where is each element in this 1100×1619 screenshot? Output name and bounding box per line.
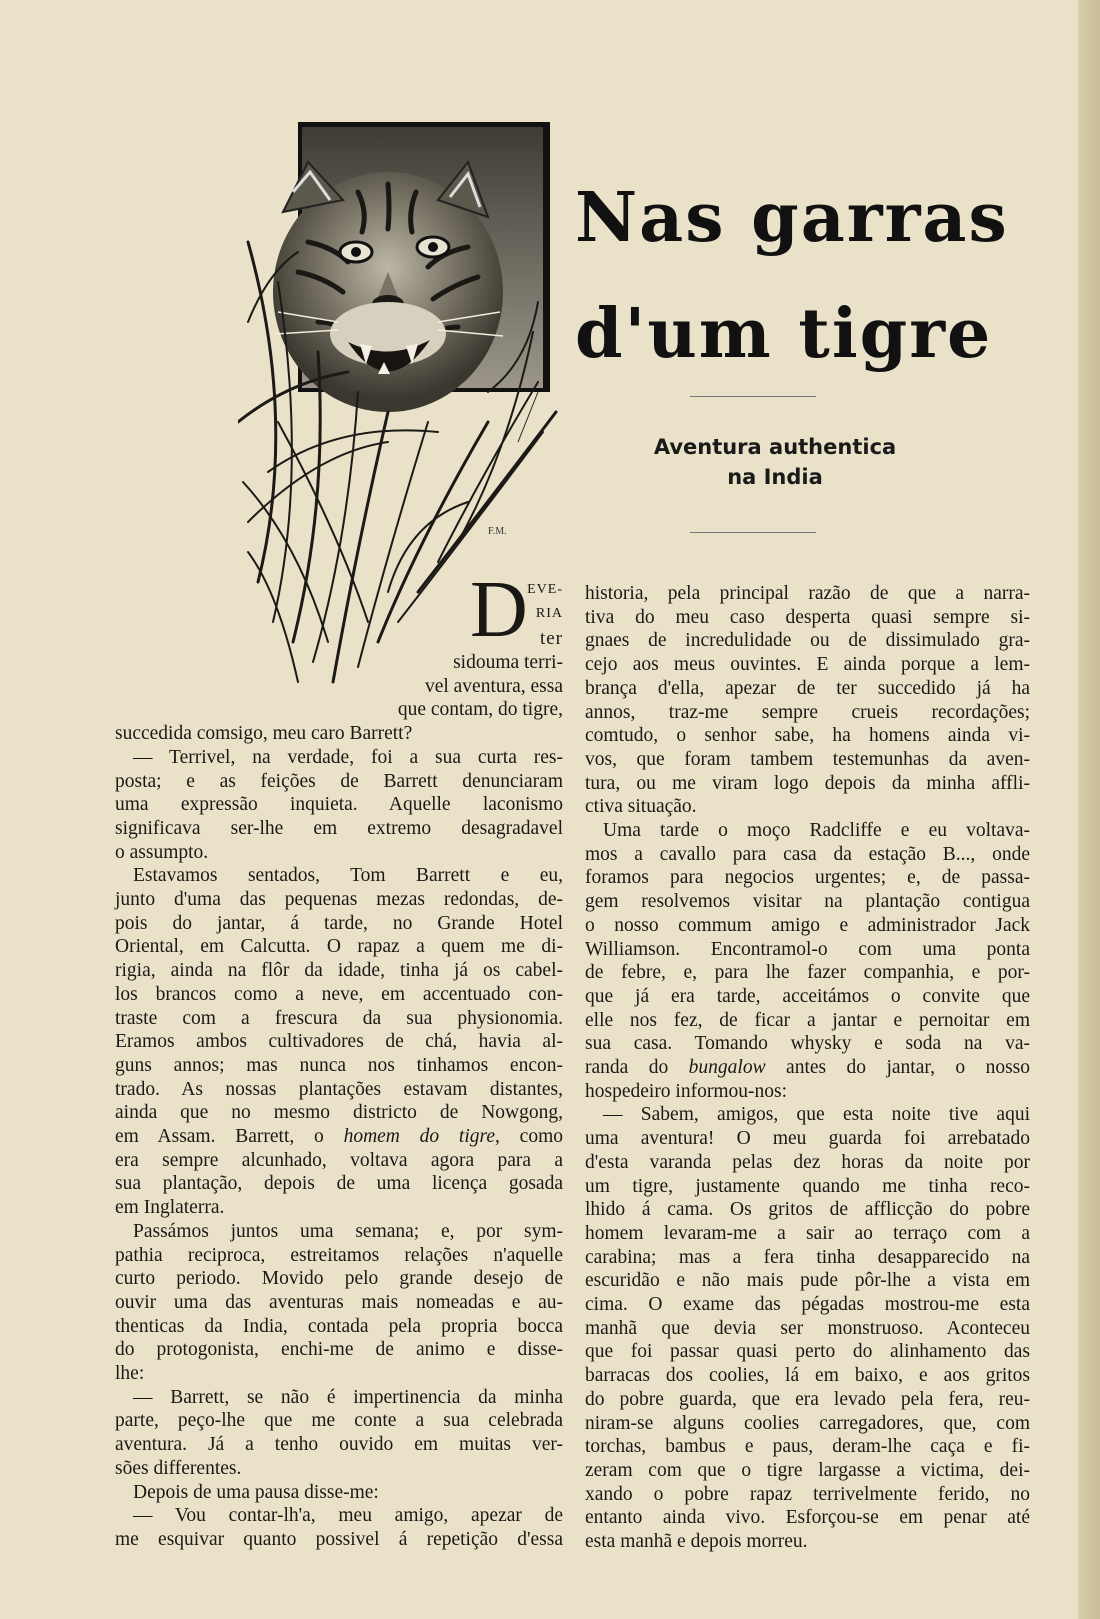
text-line: o assumpto. [115, 841, 209, 863]
text-line: — Vou contar-lh'a, meu amigo, apezar de [133, 1505, 563, 1527]
text-line: guns annos; mas nunca nos tinhamos encon- [115, 1054, 563, 1076]
text-line: de febre, e, para lhe fazer companhia, e por- [585, 962, 1030, 984]
text-line: que foi passar quasi perto do alinhamento das [585, 1341, 1030, 1363]
text-line: em Assam. Barrett, o homem do tigre, como [115, 1126, 563, 1147]
text-line: do protogonista, enchi-me de animo e disse- [115, 1339, 563, 1361]
text-line: uma aventura! O meu guarda foi arrebatado [585, 1128, 1030, 1150]
text-line: entanto ainda vivo. Esforçou-se em penar até [585, 1507, 1030, 1529]
text-line: vel aventura, essa [424, 675, 563, 697]
drop-cap: D [470, 566, 528, 654]
text-line: cima. O exame das pégadas mostrou-me esta [585, 1294, 1030, 1315]
text-line: randa do bungalow antes do jantar, o nosso [585, 1057, 1030, 1078]
text-line: — Barrett, se não é impertinencia da minha [133, 1386, 563, 1408]
article-title [575, 160, 1009, 392]
text-line: traste com a frescura da sua physionomia. [115, 1007, 563, 1029]
text-line: — Terrivel, na verdade, foi a sua curta res- [133, 746, 563, 768]
text-line: Oriental, em Calcutta. O rapaz a quem me di- [115, 936, 563, 958]
text-line: thenticas da India, contada pela propria bocca [115, 1315, 563, 1337]
divider-top [690, 396, 816, 397]
text-line: o nosso commum amigo e administrador Jack [585, 914, 1030, 936]
text-line: junto d'uma das pequenas mezas redondas, de- [115, 889, 563, 910]
text-line: ctiva situação. [585, 796, 697, 818]
text-line: parte, peço-lhe que me conte a sua celebrada [115, 1410, 563, 1432]
text-line: carabina; mas a fera tinha desapparecido na [585, 1246, 1030, 1268]
text-line: curto periodo. Movido pelo grande desejo de [115, 1268, 563, 1290]
text-line: que contam, do tigre, [397, 699, 563, 721]
text-line: Uma tarde o moço Radcliffe e eu voltava- [603, 820, 1030, 841]
subtitle-line-1: Aventura authentica [653, 435, 897, 459]
text-line: lhe: [115, 1363, 145, 1384]
text-line: lhido á cama. Os gritos de afflicção do pobre [585, 1199, 1030, 1221]
page-edge [1078, 0, 1100, 1619]
text-line: historia, pela principal razão de que a narra- [585, 583, 1030, 604]
text-line: Eramos ambos cultivadores de chá, havia al- [115, 1031, 563, 1053]
text-line: gnaes de incredulidade ou de dissimulado gra- [585, 630, 1030, 652]
text-line: annos, traz-me sempre crueis recordações; [585, 701, 1030, 723]
text-line: Depois de uma pausa disse-me: [133, 1481, 379, 1503]
text-line: ouvir uma das aventuras mais nomeadas e au- [115, 1291, 563, 1313]
text-line: foramos para negocios urgentes; e, de passa- [585, 867, 1030, 889]
text-line: los brancos como a neve, em accentuado con- [115, 983, 563, 1005]
text-line: me esquivar quanto possivel á repetição d'essa [115, 1528, 563, 1550]
text-line: vos, que foram tambem testemunhas da aven- [585, 748, 1030, 770]
text-line: sua plantação, depois de uma licença gosada [115, 1173, 563, 1195]
text-line: do pobre guarda, que era levado pela fera, reu- [585, 1388, 1030, 1410]
text-line: zeram com que o tigre largasse a victima, dei- [585, 1459, 1030, 1481]
text-line: cejo aos meus ouvintes. E ainda porque a lem- [585, 654, 1030, 676]
text-line: tiva do meu caso desperta quasi sempre si- [585, 606, 1030, 628]
article-subtitle [590, 432, 960, 492]
cap-fragment-3: ter [539, 628, 563, 649]
text-line: comtudo, o senhor sabe, ha homens ainda vi- [585, 725, 1030, 747]
text-line: rigia, ainda na flôr da idade, tinha já os cabel- [115, 960, 563, 982]
text-line: uma expressão inquieta. Aquelle laconismo [115, 794, 563, 816]
text-line: posta; e as feições de Barrett denunciaram [115, 770, 563, 792]
text-line: torchas, bambus e paus, deram-lhe caça e fi- [585, 1436, 1030, 1458]
text-line: homem levaram-me a sair ao terraço com a [585, 1222, 1030, 1244]
text-line: elle nos fez, de ficar a jantar e pernoitar em [585, 1009, 1030, 1031]
text-line: sões differentes. [115, 1457, 242, 1479]
text-line: esta manhã e depois morreu. [585, 1531, 808, 1552]
text-line: barracas dos coolies, lá em baixo, e aos gritos [585, 1365, 1030, 1387]
text-line: pois do jantar, á tarde, no Grande Hotel [115, 912, 563, 934]
text-line: significava ser-lhe em extremo desagradavel [115, 817, 563, 839]
text-line: xando o pobre rapaz terrivelmente ferido, no [585, 1483, 1030, 1505]
text-line: ainda que no mesmo districto de Nowgong, [115, 1102, 563, 1124]
text-line: mos a cavallo para casa da estação B..., onde [585, 843, 1030, 865]
text-line: um tigre, justamente quando me tinha reco- [585, 1175, 1030, 1197]
title-line-2: d'um tigre [575, 294, 993, 374]
text-line: sidouma terri- [453, 652, 563, 673]
text-line: Estavamos sentados, Tom Barrett e eu, [133, 865, 563, 887]
title-line-1: Nas garras [575, 178, 1009, 258]
text-line: manhã que devia ser monstruoso. Aconteceu [585, 1317, 1030, 1339]
text-line: em Inglaterra. [115, 1197, 225, 1219]
text-line: brança d'ella, apezar de ter succedido já ha [585, 677, 1030, 699]
text-line: d'esta varanda pelas dez horas da noite por [585, 1151, 1030, 1173]
cap-fragment-2: RIA [535, 606, 563, 621]
text-line: — Sabem, amigos, que esta noite tive aqui [603, 1104, 1030, 1126]
text-line: tura, ou me viram logo depois da minha affli- [585, 772, 1030, 794]
artist-signature: F.M. [488, 526, 507, 537]
text-line: sua casa. Tomando whysky e soda na va- [585, 1033, 1030, 1055]
text-line: pathia reciproca, estreitamos relações n'aquelle [115, 1244, 563, 1266]
cap-fragment-1: EVE- [527, 582, 563, 597]
text-line: escuridão e não mais pude pôr-lhe a vista em [585, 1270, 1030, 1292]
text-line: Williamson. Encontramol-o com uma ponta [585, 938, 1030, 960]
text-line: que já era tarde, acceitámos o convite que [585, 985, 1030, 1007]
subtitle-line-2: na India [727, 465, 823, 489]
text-line: hospedeiro informou-nos: [585, 1080, 788, 1102]
text-line: niram-se alguns coolies carregadores, que, com [585, 1412, 1030, 1434]
tiger-head [273, 162, 503, 412]
text-line: gem resolvemos visitar na plantação contigua [585, 891, 1030, 913]
divider-bottom [690, 532, 816, 533]
text-line: Passámos juntos uma semana; e, por sym- [133, 1220, 563, 1242]
text-line: era sempre alcunhado, voltava agora para a [115, 1149, 563, 1171]
text-line: succedida comsigo, meu caro Barrett? [115, 723, 413, 745]
text-line: trado. As nossas plantações estavam distantes, [115, 1078, 563, 1100]
text-line: aventura. Já a tenho ouvido em muitas ver- [115, 1434, 563, 1456]
